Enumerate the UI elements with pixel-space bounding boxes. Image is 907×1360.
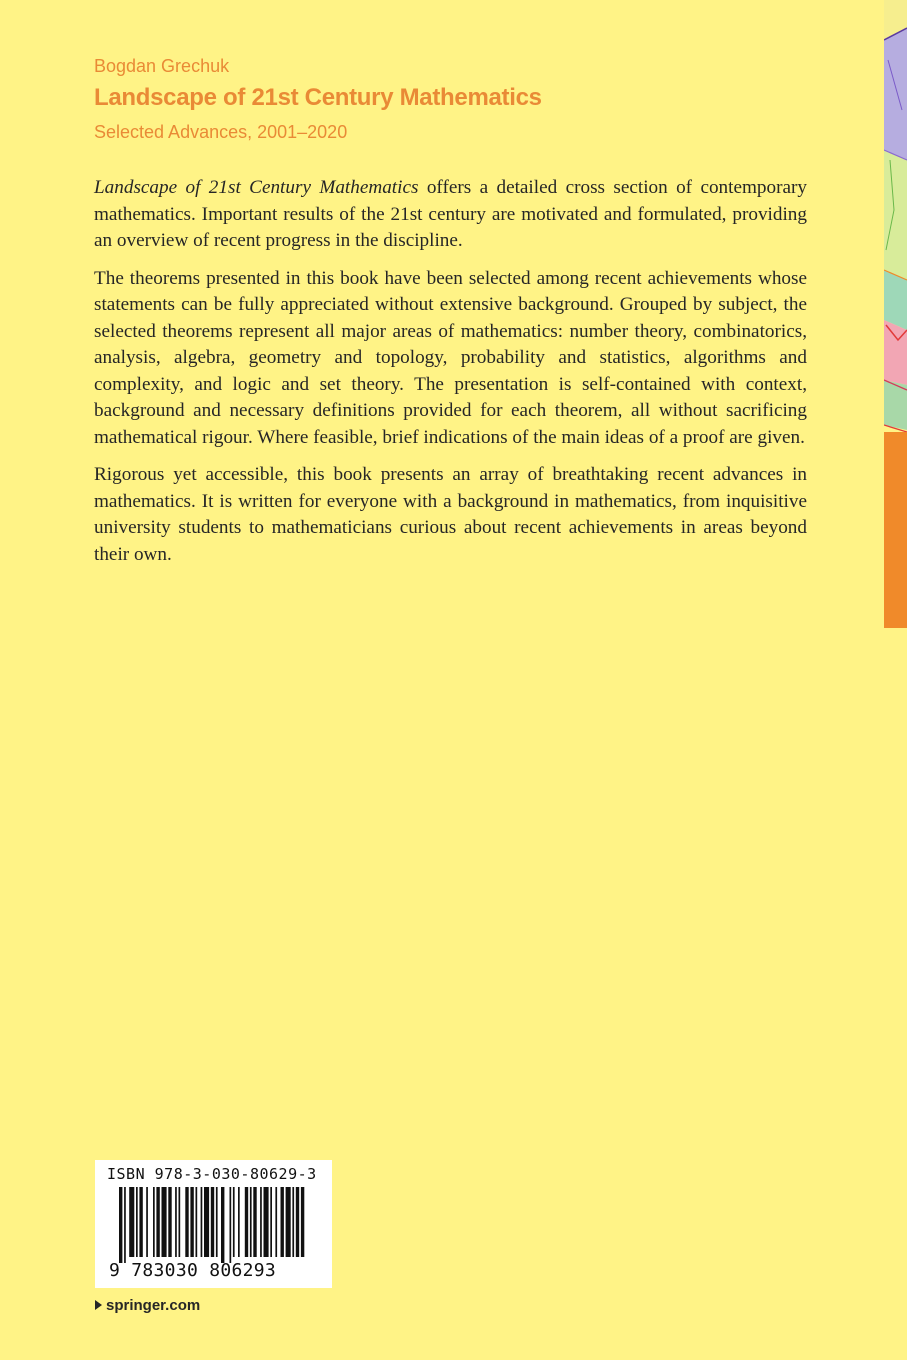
- description-title-italic: Landscape of 21st Century Mathematics: [94, 177, 419, 198]
- barcode-bar: [179, 1187, 181, 1257]
- barcode-bar: [264, 1187, 269, 1257]
- barcode-bar: [250, 1187, 252, 1257]
- barcode-bar: [119, 1187, 122, 1263]
- barcode-bar: [221, 1187, 224, 1263]
- barcode-bar: [153, 1187, 155, 1257]
- barcode-bar: [245, 1187, 248, 1257]
- barcode-bar: [190, 1187, 193, 1257]
- barcode-bar: [136, 1187, 138, 1257]
- barcode-bar: [146, 1187, 148, 1257]
- barcode-bar: [270, 1187, 272, 1257]
- description-paragraph-3: Rigorous yet accessible, this book presents an array of breathtaking recent advances in mathematics. It is written for everyone with a background in mathematics, from inquisitive university students to mathematicians curious about recent achievements in areas beyond their own.: [94, 464, 807, 565]
- barcode-bar: [260, 1187, 262, 1257]
- barcode-bar: [139, 1187, 142, 1257]
- barcode-bar: [175, 1187, 177, 1257]
- description-paragraph-2: The theorems presented in this book have been selected among recent achievements whose statements can be fully appreciated without extensive background. Grouped by subject, the selected theorems represent all major areas of mathematics: number theory, combinatorics, analysis, algebra, geometry and topology, probability and statistics, algorithms and complexity, and logic and set theory. The presentation is self-contained with context, background and necessary definitions provided for each theorem, all without sacrificing mathematical rigour. Where feasible, brief indications of the main ideas of a proof are given.: [94, 267, 807, 448]
- barcode: [95, 1160, 332, 1288]
- barcode-bar: [253, 1187, 256, 1257]
- spine-decoration: [884, 0, 907, 1360]
- barcode-bar: [230, 1187, 232, 1263]
- barcode-bar: [296, 1187, 299, 1257]
- barcode-bar: [233, 1187, 235, 1257]
- barcode-bar: [185, 1187, 188, 1257]
- barcode-bar: [238, 1187, 240, 1257]
- barcode-bar: [204, 1187, 209, 1257]
- barcode-bar: [129, 1187, 134, 1257]
- barcode-bar: [124, 1187, 126, 1263]
- barcode-bar: [286, 1187, 291, 1257]
- barcode-bar: [216, 1187, 218, 1257]
- barcode-bar: [168, 1187, 171, 1257]
- description-paragraph-1: [94, 175, 807, 255]
- barcode-bar: [281, 1187, 284, 1257]
- barcode-bar: [301, 1187, 304, 1257]
- publisher-link[interactable]: [95, 1297, 200, 1314]
- barcode-bar: [162, 1187, 167, 1257]
- publisher-url: springer.com: [106, 1297, 201, 1314]
- barcode-bar: [292, 1187, 294, 1257]
- description-paragraph-1-text: offers a detailed cross section of contemporary mathematics. Important results of the 21st century are motivated and formulated, providing an overview of recent progress in the discipline.: [94, 177, 807, 251]
- book-title: Landscape of 21st Century Mathematics: [94, 84, 542, 111]
- book-subtitle: Selected Advances, 2001–2020: [94, 122, 348, 142]
- barcode-bar: [275, 1187, 277, 1257]
- barcode-bar: [201, 1187, 203, 1257]
- play-arrow-icon: [95, 1300, 102, 1310]
- author-name: Bogdan Grechuk: [94, 56, 230, 76]
- barcode-bar: [196, 1187, 198, 1257]
- barcode-bar: [156, 1187, 159, 1257]
- isbn-label: ISBN 978-3-030-80629-3: [107, 1165, 317, 1183]
- description: [94, 175, 807, 579]
- barcode-bar: [211, 1187, 214, 1257]
- barcode-digits: 9 783030 806293: [109, 1260, 277, 1281]
